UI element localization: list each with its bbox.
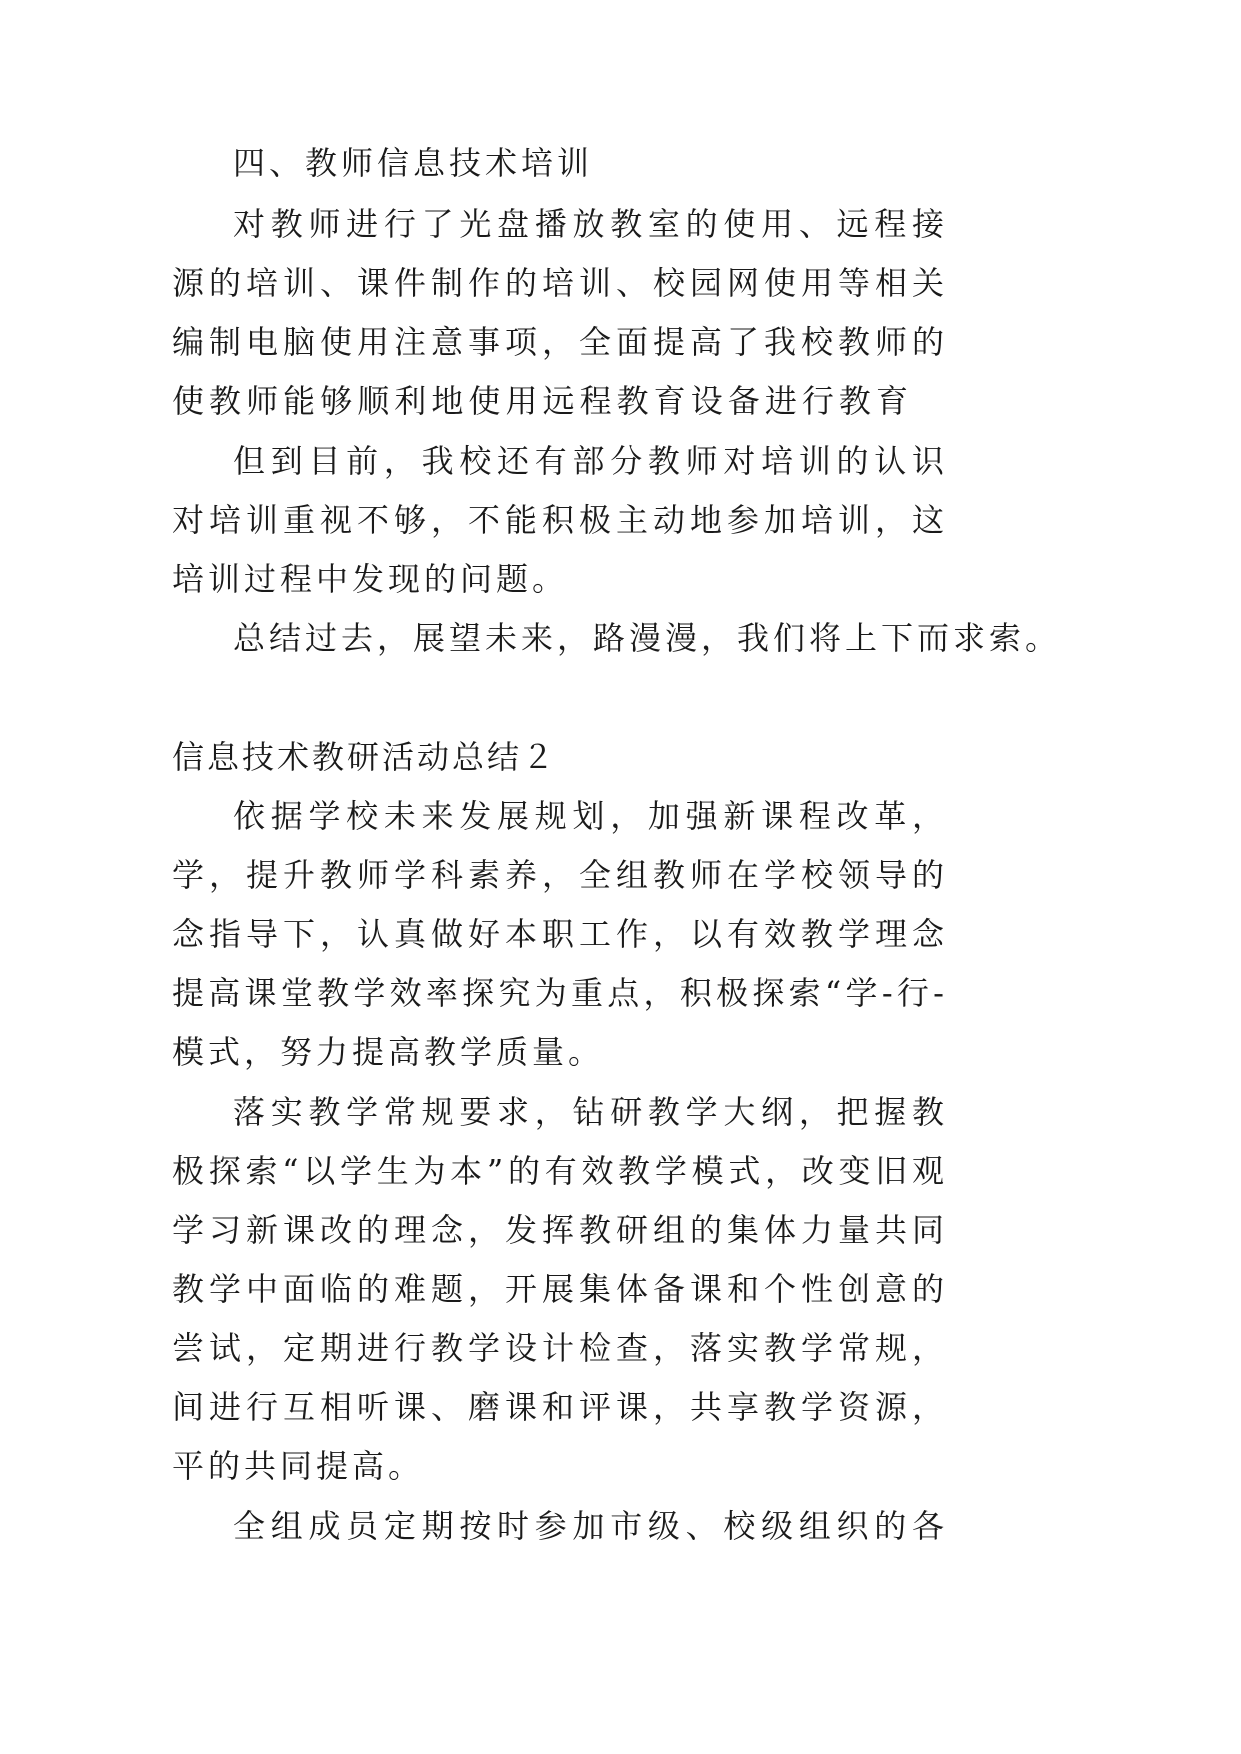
- paragraph-line: 间进行互相听课、磨课和评课，共享教学资源，: [172, 1388, 948, 1426]
- paragraph-line: 极探索“以学生为本”的有效教学模式，改变旧观: [172, 1152, 948, 1190]
- paragraph-line: 源的培训、课件制作的培训、校园网使用等相关: [172, 264, 948, 302]
- paragraph-line: 模式，努力提高教学质量。: [172, 1033, 605, 1071]
- paragraph-line: 学习新课改的理念，发挥教研组的集体力量共同: [172, 1211, 948, 1249]
- paragraph-line: 全组成员定期按时参加市级、校级组织的各: [233, 1507, 948, 1545]
- paragraph-line: 但到目前，我校还有部分教师对培训的认识: [233, 442, 948, 480]
- paragraph-line: 教学中面临的难题，开展集体备课和个性创意的: [172, 1270, 948, 1308]
- paragraph-line: 学，提升教师学科素养，全组教师在学校领导的: [172, 856, 948, 894]
- paragraph-line: 使教师能够顺利地使用远程教育设备进行教育: [172, 382, 912, 420]
- paragraph-line: 编制电脑使用注意事项，全面提高了我校教师的: [172, 323, 948, 361]
- section-heading: 四、教师信息技术培训: [233, 144, 594, 182]
- paragraph-line: 对教师进行了光盘播放教室的使用、远程接: [233, 205, 948, 243]
- paragraph-line: 落实教学常规要求，钻研教学大纲，把握教: [233, 1093, 948, 1131]
- paragraph-line: 尝试，定期进行教学设计检查，落实教学常规，: [172, 1329, 948, 1367]
- paragraph-line: 平的共同提高。: [172, 1447, 425, 1485]
- paragraph-line: 总结过去，展望未来，路漫漫，我们将上下而求索。: [233, 619, 1062, 657]
- paragraph-line: 提高课堂教学效率探究为重点，积极探索“学-行-: [172, 974, 948, 1012]
- paragraph-line: 依据学校未来发展规划，加强新课程改革，: [233, 797, 948, 835]
- paragraph-line: 培训过程中发现的问题。: [172, 560, 569, 598]
- paragraph-line: 念指导下，认真做好本职工作，以有效教学理念: [172, 915, 948, 953]
- paragraph-line: 对培训重视不够，不能积极主动地参加培训，这: [172, 501, 948, 539]
- document-title: 信息技术教研活动总结２: [172, 738, 558, 776]
